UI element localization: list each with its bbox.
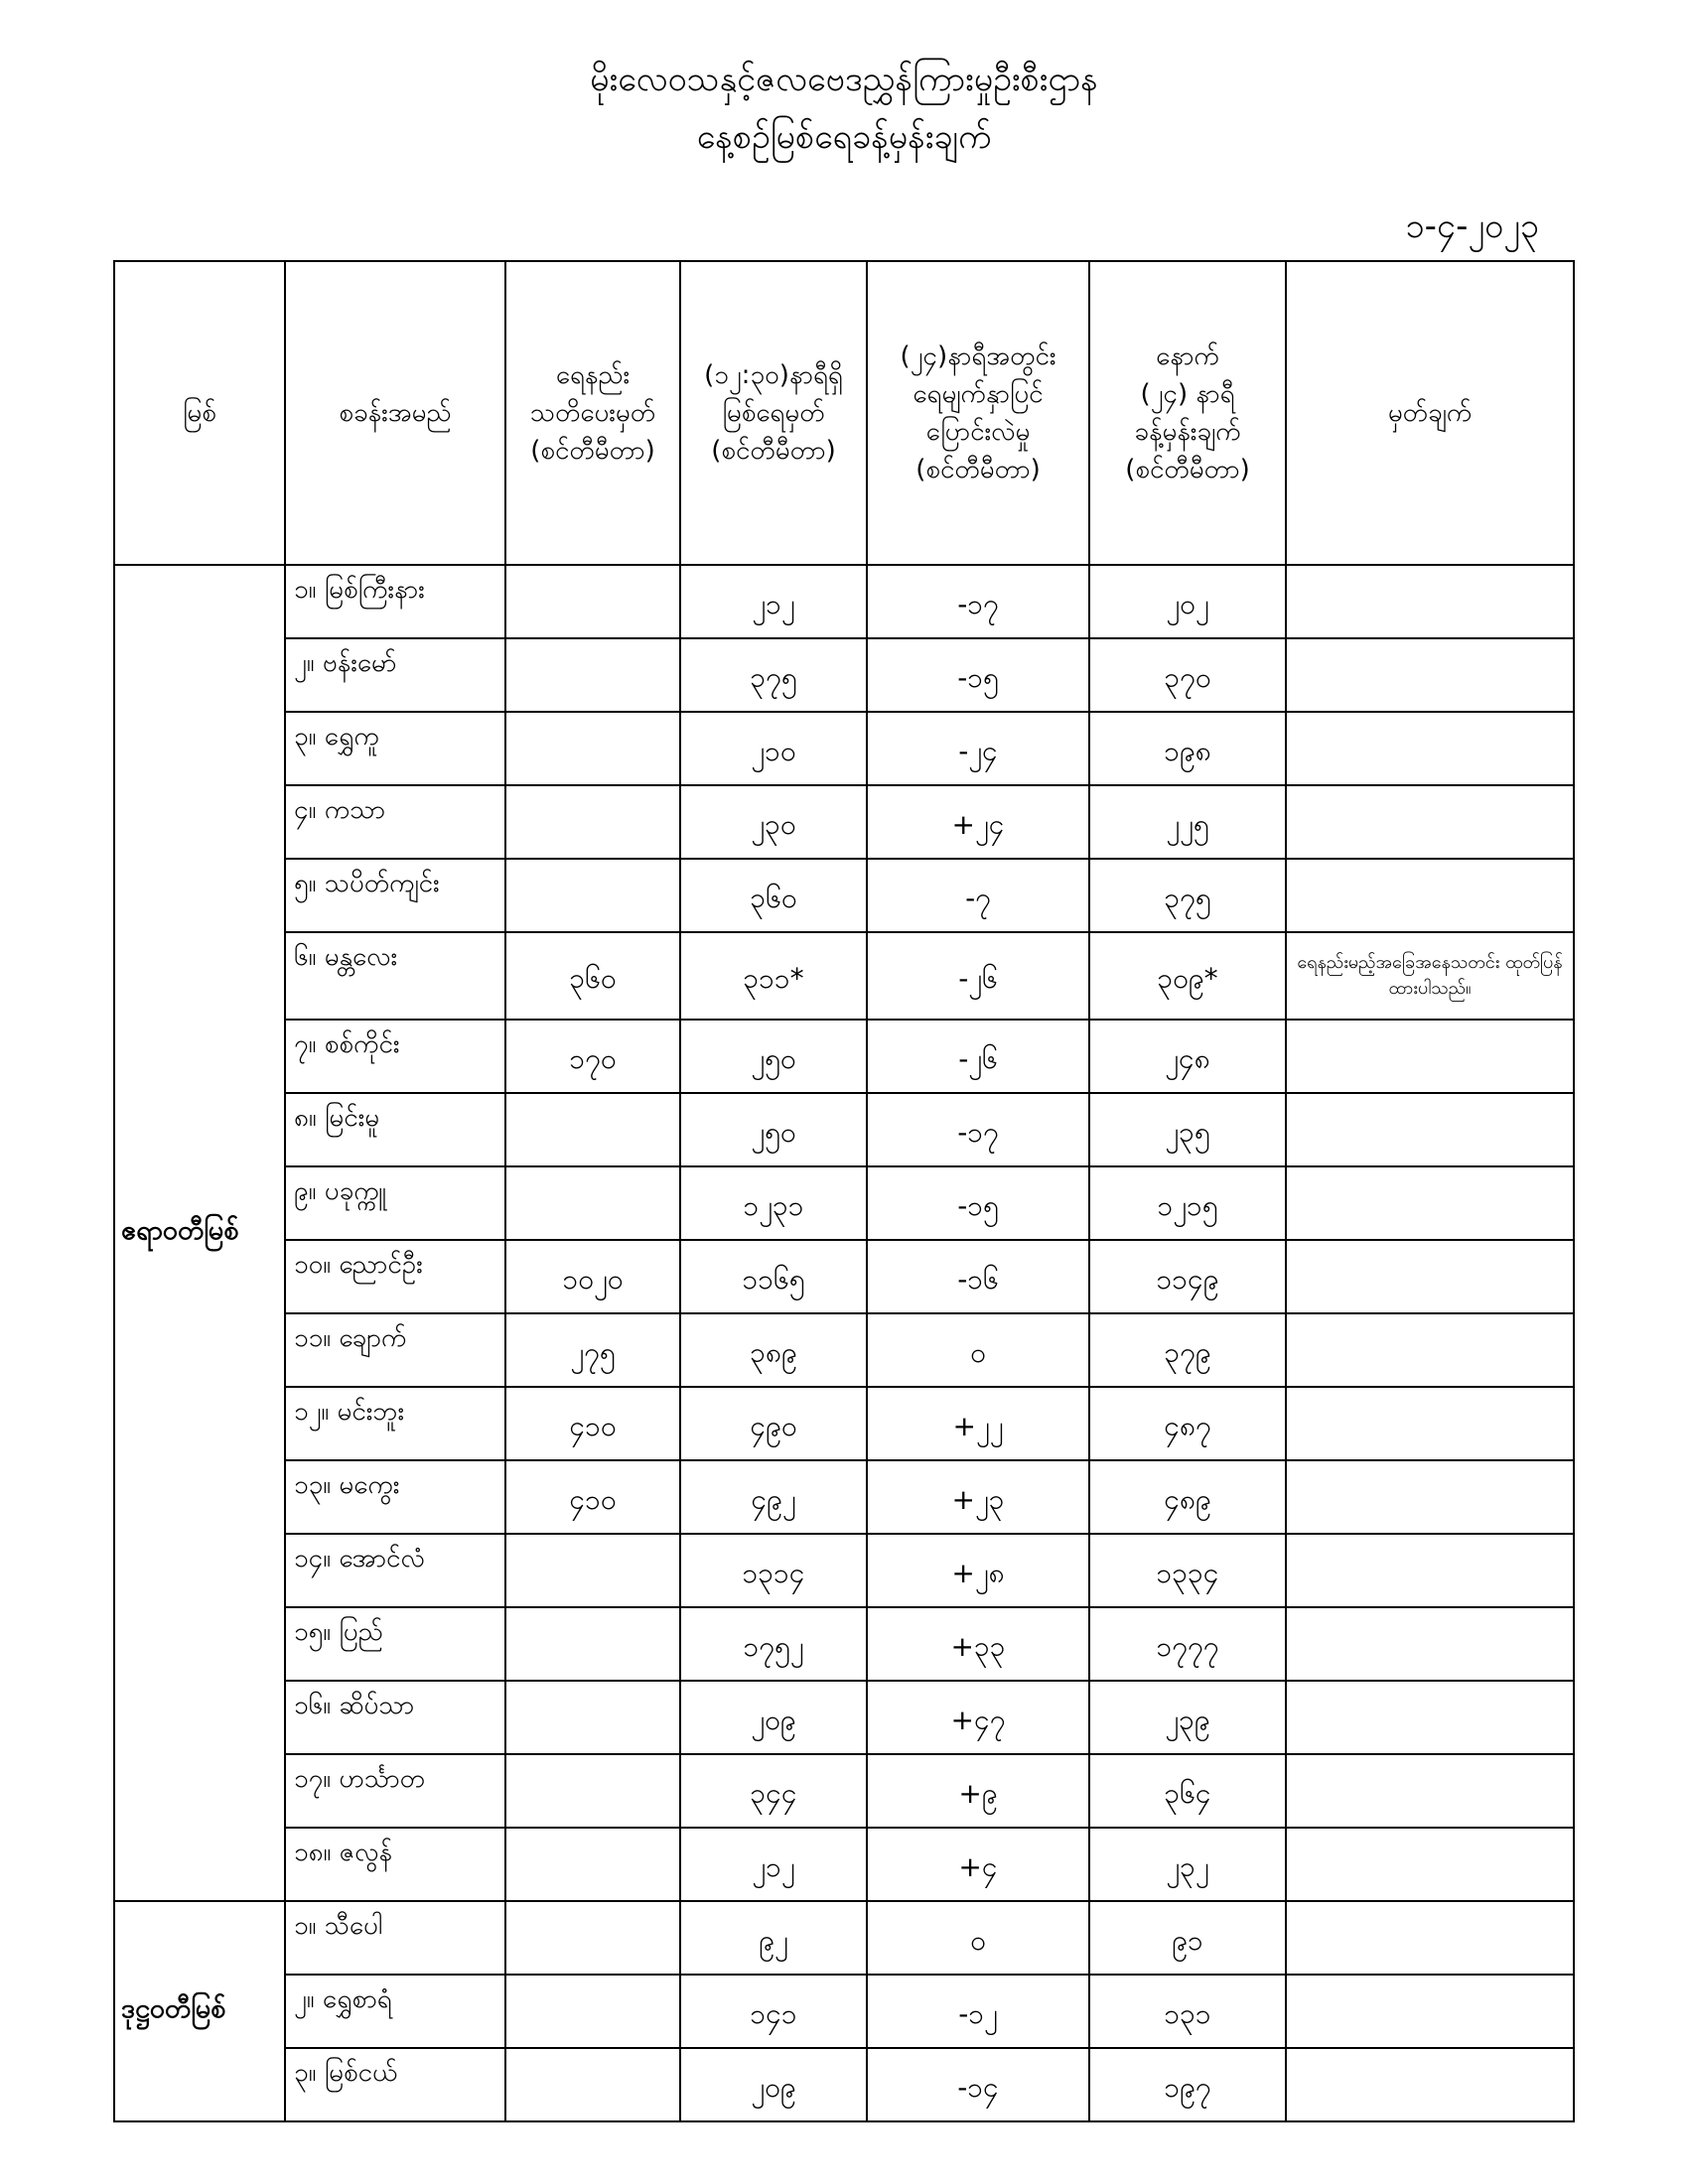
- forecast-cell: ၁၉၇: [1089, 2048, 1286, 2121]
- water-level-cell: ၃၁၁*: [680, 932, 867, 1020]
- change-cell: -၁၂: [867, 1975, 1089, 2048]
- low-warning-cell: ၂၇၅: [505, 1313, 680, 1387]
- station-name-cell: ၃။ ရွှေကူ: [285, 712, 505, 785]
- table-row: [114, 859, 1574, 932]
- water-level-cell: ၁၄၁: [680, 1975, 867, 2048]
- remark-cell: [1286, 1020, 1574, 1093]
- forecast-cell: ၁၂၁၅: [1089, 1166, 1286, 1240]
- water-level-cell: ၂၅၀: [680, 1093, 867, 1166]
- forecast-cell: ၃၀၉*: [1089, 932, 1286, 1020]
- change-cell: -၂၆: [867, 932, 1089, 1020]
- forecast-cell: ၃၇၉: [1089, 1313, 1286, 1387]
- remark-cell: [1286, 1681, 1574, 1754]
- forecast-cell: ၁၇၇၇: [1089, 1607, 1286, 1681]
- water-level-cell: ၃၇၅: [680, 638, 867, 712]
- station-name-cell: ၁၀။ ညောင်ဦး: [285, 1240, 505, 1313]
- water-level-cell: ၂၁၂: [680, 565, 867, 638]
- change-cell: +၉: [867, 1754, 1089, 1828]
- table-row: [114, 712, 1574, 785]
- low-warning-cell: [505, 1681, 680, 1754]
- low-warning-cell: [505, 2048, 680, 2121]
- remark-cell: [1286, 1975, 1574, 2048]
- low-warning-cell: [505, 1166, 680, 1240]
- station-name-cell: ၇။ စစ်ကိုင်း: [285, 1020, 505, 1093]
- table-row: [114, 785, 1574, 859]
- remark-cell: [1286, 638, 1574, 712]
- table-row: [114, 1975, 1574, 2048]
- forecast-cell: ၂၃၉: [1089, 1681, 1286, 1754]
- station-name-cell: ၁၇။ ဟင်္သာတ: [285, 1754, 505, 1828]
- table-row: [114, 565, 1574, 638]
- remark-cell: [1286, 785, 1574, 859]
- station-name-cell: ၅။ သပိတ်ကျင်း: [285, 859, 505, 932]
- low-warning-cell: ၄၁၀: [505, 1387, 680, 1460]
- table-row: [114, 1313, 1574, 1387]
- remark-cell: [1286, 859, 1574, 932]
- remark-cell: [1286, 1093, 1574, 1166]
- change-cell: -၂၆: [867, 1020, 1089, 1093]
- remark-cell: [1286, 1460, 1574, 1534]
- station-name-cell: ၉။ ပခုက္ကူ: [285, 1166, 505, 1240]
- remark-cell: ရေနည်းမည့်အခြေအနေသတင်း ထုတ်ပြန်ထားပါသည်။: [1286, 932, 1574, 1020]
- water-level-cell: ၂၅၀: [680, 1020, 867, 1093]
- change-cell: -၇: [867, 859, 1089, 932]
- change-cell: +၂၃: [867, 1460, 1089, 1534]
- table-row: [114, 1166, 1574, 1240]
- forecast-cell: ၁၁၄၉: [1089, 1240, 1286, 1313]
- change-cell: -၁၅: [867, 1166, 1089, 1240]
- change-cell: +၃၃: [867, 1607, 1089, 1681]
- station-name-cell: ၈။ မြင်းမူ: [285, 1093, 505, 1166]
- low-warning-cell: [505, 1534, 680, 1607]
- table-row: [114, 1534, 1574, 1607]
- table-row: [114, 1240, 1574, 1313]
- low-warning-cell: [505, 1901, 680, 1975]
- remark-cell: [1286, 1534, 1574, 1607]
- forecast-cell: ၄၈၉: [1089, 1460, 1286, 1534]
- header-river: မြစ်: [114, 261, 285, 565]
- station-name-cell: ၁။ မြစ်ကြီးနား: [285, 565, 505, 638]
- station-name-cell: ၁၅။ ပြည်: [285, 1607, 505, 1681]
- header-water-level: (၁၂:၃၀)နာရီရှိ မြစ်ရေမှတ် (စင်တီမီတာ): [680, 261, 867, 565]
- water-level-cell: ၁၂၃၁: [680, 1166, 867, 1240]
- change-cell: +၂၈: [867, 1534, 1089, 1607]
- table-row: [114, 932, 1574, 1020]
- remark-cell: [1286, 712, 1574, 785]
- station-name-cell: ၂။ ရွှေစာရံ: [285, 1975, 505, 2048]
- water-level-cell: ၂၁၀: [680, 712, 867, 785]
- station-name-cell: ၁၁။ ချောက်: [285, 1313, 505, 1387]
- low-warning-cell: ၃၆၀: [505, 932, 680, 1020]
- low-warning-cell: [505, 785, 680, 859]
- low-warning-cell: [505, 859, 680, 932]
- change-cell: -၂၄: [867, 712, 1089, 785]
- low-warning-cell: [505, 565, 680, 638]
- table-body: [114, 565, 1574, 2121]
- low-warning-cell: [505, 1607, 680, 1681]
- table-row: [114, 638, 1574, 712]
- change-cell: -၁၇: [867, 565, 1089, 638]
- water-level-cell: ၄၉၂: [680, 1460, 867, 1534]
- low-warning-cell: ၁၀၂၀: [505, 1240, 680, 1313]
- low-warning-cell: [505, 1975, 680, 2048]
- change-cell: +၄: [867, 1828, 1089, 1901]
- forecast-cell: ၃၇၀: [1089, 638, 1286, 712]
- low-warning-cell: [505, 1093, 680, 1166]
- forecast-cell: ၉၁: [1089, 1901, 1286, 1975]
- forecast-cell: ၂၃၂: [1089, 1828, 1286, 1901]
- table-row: [114, 1607, 1574, 1681]
- low-warning-cell: [505, 712, 680, 785]
- change-cell: -၁၇: [867, 1093, 1089, 1166]
- remark-cell: [1286, 1607, 1574, 1681]
- forecast-cell: ၄၈၇: [1089, 1387, 1286, 1460]
- water-level-cell: ၂၁၂: [680, 1828, 867, 1901]
- station-name-cell: ၁။ သီပေါ: [285, 1901, 505, 1975]
- forecast-cell: ၃၆၄: [1089, 1754, 1286, 1828]
- header-forecast: နောက် (၂၄) နာရီ ခန့်မှန်းချက် (စင်တီမီတာ): [1089, 261, 1286, 565]
- water-level-cell: ၃၄၄: [680, 1754, 867, 1828]
- station-name-cell: ၆။ မန္တလေး: [285, 932, 505, 1020]
- change-cell: -၁၆: [867, 1240, 1089, 1313]
- low-warning-cell: [505, 638, 680, 712]
- table-row: [114, 1093, 1574, 1166]
- table-row: [114, 1828, 1574, 1901]
- water-level-cell: ၃၈၉: [680, 1313, 867, 1387]
- remark-cell: [1286, 2048, 1574, 2121]
- report-date: ၁-၄-၂၀၂၃: [1405, 206, 1539, 246]
- water-level-cell: ၂၃၀: [680, 785, 867, 859]
- station-name-cell: ၁၃။ မကွေး: [285, 1460, 505, 1534]
- table-row: [114, 1020, 1574, 1093]
- station-name-cell: ၂။ ဗန်းမော်: [285, 638, 505, 712]
- river-name-cell: ဒုဋ္ဌဝတီမြစ်: [114, 1901, 285, 2121]
- change-cell: ၀: [867, 1901, 1089, 1975]
- change-cell: +၂၂: [867, 1387, 1089, 1460]
- remark-cell: [1286, 565, 1574, 638]
- remark-cell: [1286, 1754, 1574, 1828]
- remark-cell: [1286, 1166, 1574, 1240]
- forecast-cell: ၂၃၅: [1089, 1093, 1286, 1166]
- water-level-cell: ၂၀၉: [680, 2048, 867, 2121]
- station-name-cell: ၁၆။ ဆိပ်သာ: [285, 1681, 505, 1754]
- header-low-warning-level: ရေနည်း သတိပေးမှတ် (စင်တီမီတာ): [505, 261, 680, 565]
- table-row: [114, 1901, 1574, 1975]
- remark-cell: [1286, 1828, 1574, 1901]
- change-cell: -၁၄: [867, 2048, 1089, 2121]
- water-level-cell: ၉၂: [680, 1901, 867, 1975]
- table-row: [114, 1681, 1574, 1754]
- station-name-cell: ၁၄။ အောင်လံ: [285, 1534, 505, 1607]
- water-level-cell: ၁၇၅၂: [680, 1607, 867, 1681]
- station-name-cell: ၁၈။ ဇလွန်: [285, 1828, 505, 1901]
- change-cell: -၁၅: [867, 638, 1089, 712]
- water-level-cell: ၄၉၀: [680, 1387, 867, 1460]
- table-row: [114, 1754, 1574, 1828]
- change-cell: +၄၇: [867, 1681, 1089, 1754]
- river-name-cell: ဧရာဝတီမြစ်: [114, 565, 285, 1901]
- low-warning-cell: ၁၇၀: [505, 1020, 680, 1093]
- river-forecast-table: [113, 260, 1575, 2122]
- low-warning-cell: ၄၁၀: [505, 1460, 680, 1534]
- table-row: [114, 1460, 1574, 1534]
- remark-cell: [1286, 1313, 1574, 1387]
- forecast-cell: ၃၇၅: [1089, 859, 1286, 932]
- table-header-row: [114, 261, 1574, 565]
- station-name-cell: ၁၂။ မင်းဘူး: [285, 1387, 505, 1460]
- header-station-name: စခန်းအမည်: [285, 261, 505, 565]
- change-cell: ၀: [867, 1313, 1089, 1387]
- low-warning-cell: [505, 1754, 680, 1828]
- forecast-cell: ၁၃၃၄: [1089, 1534, 1286, 1607]
- report-subtitle: နေ့စဉ်မြစ်ရေခန့်မှန်းချက်: [696, 117, 992, 157]
- forecast-cell: ၂၀၂: [1089, 565, 1286, 638]
- water-level-cell: ၂၀၉: [680, 1681, 867, 1754]
- forecast-cell: ၁၉၈: [1089, 712, 1286, 785]
- table-row: [114, 1387, 1574, 1460]
- change-cell: +၂၄: [867, 785, 1089, 859]
- water-level-cell: ၃၆၀: [680, 859, 867, 932]
- water-level-cell: ၁၁၆၅: [680, 1240, 867, 1313]
- station-name-cell: ၄။ ကသာ: [285, 785, 505, 859]
- remark-cell: [1286, 1901, 1574, 1975]
- forecast-cell: ၂၄၈: [1089, 1020, 1286, 1093]
- header-remarks: မှတ်ချက်: [1286, 261, 1574, 565]
- remark-cell: [1286, 1240, 1574, 1313]
- station-name-cell: ၃။ မြစ်ငယ်: [285, 2048, 505, 2121]
- department-title: မိုးလေဝသနှင့်ဇလဗေဒညွှန်ကြားမှုဦးစီးဌာန: [590, 60, 1098, 99]
- table-row: [114, 2048, 1574, 2121]
- low-warning-cell: [505, 1828, 680, 1901]
- header-24h-change: (၂၄)နာရီအတွင်း ရေမျက်နှာပြင် ပြောင်းလဲမှု (စင်တီမီတာ): [867, 261, 1089, 565]
- forecast-cell: ၂၂၅: [1089, 785, 1286, 859]
- remark-cell: [1286, 1387, 1574, 1460]
- water-level-cell: ၁၃၁၄: [680, 1534, 867, 1607]
- forecast-cell: ၁၃၁: [1089, 1975, 1286, 2048]
